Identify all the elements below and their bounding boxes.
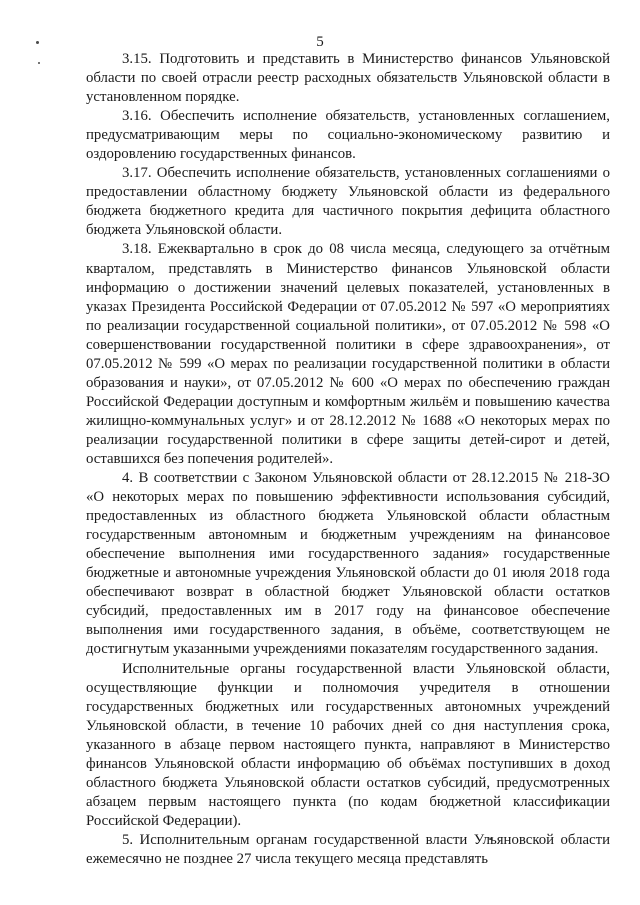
page-number: 5 — [316, 34, 324, 50]
paragraph-3-17: 3.17. Обеспечить исполнение обязательств, установленных соглашениями о предоставлении областному бюджету Ульяновской области из федерального бюджета бюджетного кредита для частичного покрытия дефицита областного бюджета Ульяновской области. — [86, 165, 610, 239]
paragraph-3-16: 3.16. Обеспечить исполнение обязательств, установленных соглашением, предусматривающим меры по социально-экономическому развитию и оздоровлению государственных финансов. — [86, 108, 610, 163]
scan-speck — [36, 41, 39, 44]
paragraph-3-18: 3.18. Ежеквартально в срок до 08 числа месяца, следующего за отчётным кварталом, представлять в Министерство финансов Ульяновской области информацию о достижении значений целевых показателей, установленных в указах Президента Российской Федерации от 07.05.2012 № 597 «О мероприятиях по реализации государственной социальной политики», от 07.05.2012 № 598 «О совершенствовании государственной политики в сфере здравоохранения», от 07.05.2012 № 599 «О мерах по реализации государственной политики в области образования и науки», от 07.05.2012 № 600 «О мерах по обеспечению граждан Российской Федерации доступным и комфортным жильём и повышению качества жилищно-коммунальных услуг» и от 28.12.2012 № 1688 «О некоторых мерах по реализации государственной политики в сфере защиты детей-сирот и детей, оставшихся без попечения родителей». — [86, 241, 610, 467]
paragraph-3-15: 3.15. Подготовить и представить в Министерство финансов Ульяновской области по своей отрасли реестр расходных обязательств Ульяновской области в установленном порядке. — [86, 51, 610, 106]
document-body — [86, 50, 610, 869]
paragraph-4-second: Исполнительные органы государственной власти Ульяновской области, осуществляющие функции и полномочия учредителя в отношении государственных бюджетных или государственных автономных учреждений Ульяновской области, в течение 10 рабочих дней со дня наступления срока, указанного в абзаце первом настоящего пункта, направляют в Министерство финансов Ульяновской области информацию об объёмах поступивших в доход областного бюджета Ульяновской области остатков субсидий, предусмотренных абзацем первым настоящего пункта (по кодам бюджетной классификации Российской Федерации). — [86, 660, 610, 829]
paragraph-5: 5. Исполнительным органам государственной власти Ульяновской области ежемесячно не позднее 27 числа текущего месяца представлять — [86, 831, 610, 867]
paragraph-4: 4. В соответствии с Законом Ульяновской области от 28.12.2015 № 218-ЗО «О некоторых мерах по повышению эффективности использования субсидий, предоставленных из областного бюджета Ульяновской области областным государственным автономным и бюджетным учреждениям на финансовое обеспечение выполнения ими государственного задания» государственные бюджетные и автономные учреждения Ульяновской области до 01 июля 2018 года обеспечивают возврат в областной бюджет Ульяновской области остатков субсидий, предоставленных им в 2017 году на финансовое обеспечение выполнения ими государственного задания, в объёме, соответствующем не достигнутым указанными учреждениями показателям государственного задания. — [86, 470, 610, 658]
scan-speck — [38, 62, 40, 64]
